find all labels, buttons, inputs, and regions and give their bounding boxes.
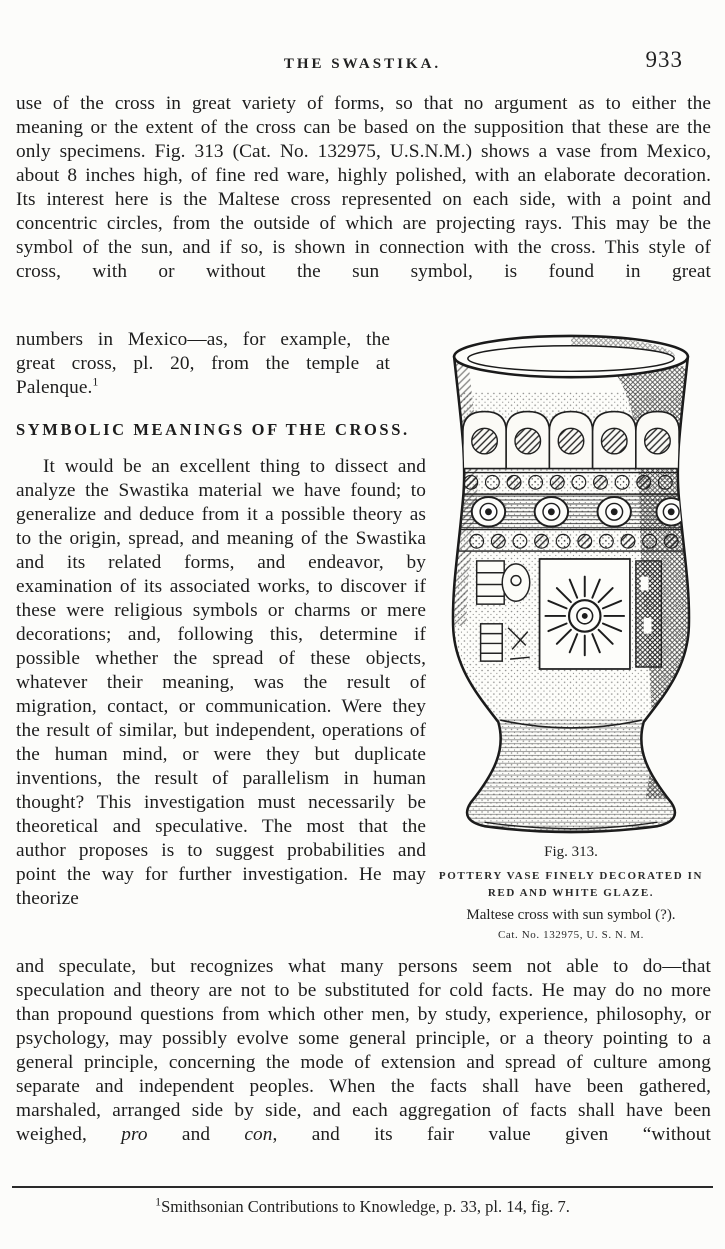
footnote-text: Smithsonian Contributions to Knowledge, p. 33, pl. 14, fig. 7. — [161, 1197, 570, 1216]
italic-con: con — [244, 1124, 273, 1145]
figure-caption-subtitle: Maltese cross with sun symbol (?). — [466, 907, 676, 923]
running-head-title: THE SWASTIKA. — [283, 56, 442, 72]
body-text-segment: and — [147, 1124, 245, 1145]
footnote — [12, 1186, 713, 1217]
body-text-segment: , and its fair value given “without — [272, 1124, 711, 1145]
page-number: 933 — [645, 47, 683, 72]
intro-paragraph-full-width: use of the cross in great variety of forms, so that no argument as to either the meaning or the extent of the cross can be based on the supposition that these are the only specimens. Fig. 313 (Cat. No. 132975, U.S.N.M.) shows a vase from Mexico, about 8 inches high, of fine red ware, highly polished, with an elaborate decoration. Its interest here is the Maltese cross represented on each side, with a point and concentric circles, from the outside of which are projecting rays. This may be the symbol of the sun, and if so, is shown in connection with the cross. This style of cross, with or without the sun symbol, is found in great — [16, 93, 711, 282]
italic-pro: pro — [121, 1124, 148, 1145]
figure-caption-caps — [427, 868, 715, 902]
figure-catalog-number: Cat. No. 132975, U. S. N. M. — [497, 929, 645, 941]
figure-313 — [427, 333, 715, 941]
body-text-segment: and speculate, but recognizes what many persons seem not able to do—that speculation and theory are not to be substituted for cold facts. He may do no more than propound questions from which other men, by study, experience, philosophy, or psychology, may possibly evolve some general principle, or a theory pointing to a general principle, concerning the mode of extension and spread of culture among separate and independent peoples. When the facts shall have been gathered, marshaled, arranged side by side, and each aggregation of facts shall have been weighed, — [16, 956, 711, 1145]
figure-caption — [427, 844, 715, 941]
figure-caption-line1: POTTERY VASE FINELY DECORATED IN — [438, 870, 704, 882]
figure-caption-line2: RED AND WHITE GLAZE. — [487, 887, 655, 899]
body-paragraph-full-width — [16, 955, 711, 1147]
footnote-reference: 1 — [92, 374, 99, 389]
vase-engraving-illustration — [451, 333, 691, 836]
body-paragraph-narrow: It would be an excellent thing to dissect and analyze the Swastika material we have found; to generalize and deduce from it a possible theory as to the origin, spread, and meaning of the Swastika and its related forms, and endeavor, by examination of its associated works, to discover if these were religious symbols or charms or mere decorations; and, following this, determine if possible whether the spread of these objects, whatever their meaning, was the result of migration, contact, or communication. Were they the result of similar, but independent, operations of the human mind, or were they but duplicate inventions, the result of parallelism in human thought? This investigation must necessarily be theoretical and speculative. The most that the author proposes is to suggest probabilities and point the way for further investigation. He may theorize — [16, 456, 426, 909]
intro-narrow-text: numbers in Mexico—as, for example, the great cross, pl. 20, from the temple at Palenque. — [16, 329, 390, 398]
figure-label: Fig. 313. — [544, 844, 598, 860]
section-heading: SYMBOLIC MEANINGS OF THE CROSS. — [16, 420, 410, 439]
intro-paragraph-narrow — [16, 328, 390, 400]
footnote-marker: 1 — [155, 1194, 162, 1209]
